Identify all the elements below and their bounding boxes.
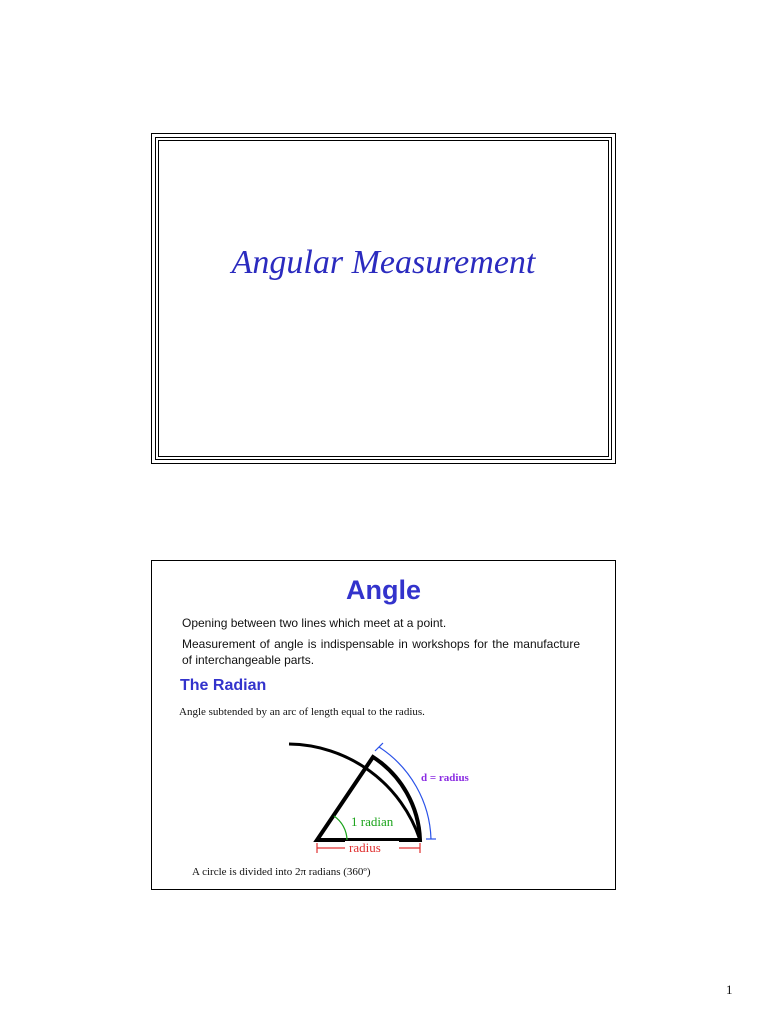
- page-number: 1: [726, 982, 733, 997]
- angle-arc: [334, 816, 347, 840]
- slide-1-double-border: [155, 137, 612, 460]
- slide-1-title: Angular Measurement: [231, 244, 536, 281]
- base-label: radius: [349, 840, 381, 855]
- circle-caption: A circle is divided into 2π radians (360º): [192, 866, 371, 878]
- arc-dimension-tick-top: [375, 743, 383, 751]
- radian-definition: Angle subtended by an arc of length equal to the radius.: [179, 706, 425, 718]
- slide-2: [151, 560, 616, 890]
- paragraph-measurement: Measurement of angle is indispensable in workshops for the manufacture of interchangeable parts.: [182, 637, 580, 667]
- radian-diagram: [287, 733, 469, 863]
- subtitle-radian: The Radian: [180, 677, 267, 694]
- paragraph-opening: Opening between two lines which meet at a point.: [182, 616, 447, 630]
- angle-label: 1 radian: [351, 814, 394, 829]
- slide-1: [151, 133, 616, 464]
- arc-label: d = radius: [421, 772, 469, 784]
- slide-2-title: Angle: [345, 575, 421, 605]
